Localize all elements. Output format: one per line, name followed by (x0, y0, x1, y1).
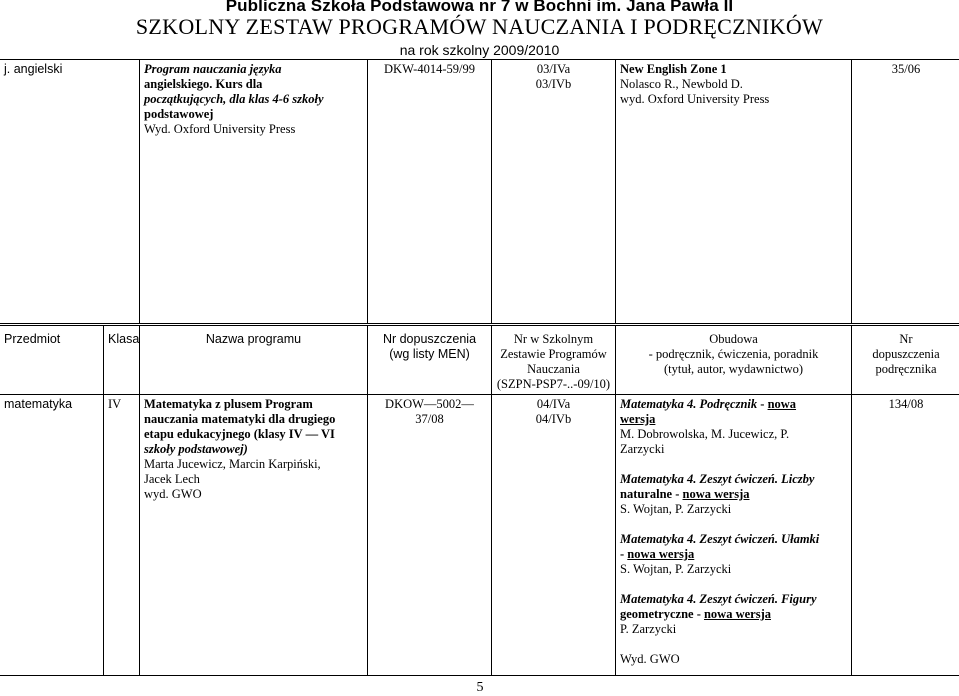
program-authors: Jacek Lech (144, 472, 200, 486)
book-authors: P. Zarzycki (620, 622, 677, 636)
col-school-number (492, 326, 616, 395)
col-book-number-label: dopuszczenia (872, 347, 940, 361)
approval-number: DKOW—5002—37/08 (385, 397, 474, 426)
approval-cell (368, 395, 492, 676)
program-line: nauczania matematyki dla drugiego (144, 412, 336, 426)
book-title: Matematyka 4. Zeszyt ćwiczeń. Liczby (620, 472, 815, 486)
col-cover-label: (tytuł, autor, wydawnictwo) (663, 362, 804, 376)
book-authors: S. Wojtan, P. Zarzycki (620, 562, 732, 576)
book-publisher: wyd. Oxford University Press (620, 92, 770, 106)
program-cell (140, 60, 368, 324)
col-cover-label: Obudowa (709, 332, 758, 346)
col-class-label: Klasa (108, 332, 140, 346)
program-line: angielskiego. Kurs dla (144, 77, 263, 91)
book-authors: S. Wojtan, P. Zarzycki (620, 502, 732, 516)
school-number: 04/IVa (536, 397, 571, 411)
program-authors: Marta Jucewicz, Marcin Karpiński, (144, 457, 321, 471)
school-number: 03/IVb (535, 77, 572, 91)
books-cell (616, 395, 852, 676)
col-program-label: Nazwa programu (205, 332, 302, 346)
new-version-link: nowa wersja (682, 487, 750, 501)
col-school-number-label: Nauczania (527, 362, 580, 376)
book-authors: Nolasco R., Newbold D. (620, 77, 743, 91)
new-version-link: wersja (620, 412, 656, 426)
col-approval (368, 326, 492, 395)
books-publisher: Wyd. GWO (620, 652, 680, 666)
col-school-number-label: (SZPN-PSP7-..-09/10) (496, 377, 611, 391)
program-line: szkoły podstawowej) (144, 442, 248, 456)
col-book-number (852, 326, 959, 395)
program-line: Program nauczania języka (144, 62, 282, 76)
col-book-number-label: podręcznika (875, 362, 937, 376)
book-number-cell (852, 395, 959, 676)
col-program (140, 326, 368, 395)
book-number: 35/06 (891, 62, 921, 76)
table-row (0, 60, 959, 324)
program-line: Wyd. Oxford University Press (144, 122, 296, 136)
program-line: Matematyka z plusem Program (144, 397, 313, 411)
approval-cell (368, 60, 492, 324)
book-title: Matematyka 4. Zeszyt ćwiczeń. Figury (620, 592, 817, 606)
book-cell (616, 60, 852, 324)
school-number: 03/IVa (536, 62, 571, 76)
col-class (104, 326, 140, 395)
col-school-number-label: Nr w Szkolnym (513, 332, 594, 346)
math-table (0, 325, 959, 676)
class: IV (108, 397, 122, 411)
col-cover-label: - podręcznik, ćwiczenia, poradnik (648, 347, 819, 361)
program-cell (140, 395, 368, 676)
col-approval-label: Nr dopuszczenia (382, 332, 477, 346)
subject-cell (0, 395, 104, 676)
book-dash: - (757, 397, 768, 411)
book-authors: M. Dobrowolska, M. Jucewicz, P. (620, 427, 790, 441)
book-title: New English Zone 1 (620, 62, 727, 76)
table-header-row (0, 326, 959, 395)
program-publisher: wyd. GWO (144, 487, 202, 501)
school-number: 04/IVb (535, 412, 572, 426)
col-cover (616, 326, 852, 395)
school-number-cell (492, 60, 616, 324)
book-subtitle: naturalne - (620, 487, 683, 501)
col-book-number-label: Nr (899, 332, 913, 346)
class-cell (104, 395, 140, 676)
program-line: podstawowej (144, 107, 214, 121)
new-version-link: nowa (767, 397, 797, 411)
col-subject-label: Przedmiot (4, 332, 61, 346)
subject: j. angielski (4, 62, 63, 76)
book-title: Matematyka 4. Zeszyt ćwiczeń. Ułamki (620, 532, 820, 546)
program-line: początkujących, dla klas 4-6 szkoły (144, 92, 324, 106)
table-row (0, 395, 959, 676)
english-row-table (0, 59, 959, 324)
col-approval-label: (wg listy MEN) (389, 347, 470, 361)
book-number-cell (852, 60, 959, 324)
school-number-cell (492, 395, 616, 676)
new-version-link: nowa wersja (703, 607, 771, 621)
approval-number: DKW-4014-59/99 (384, 62, 475, 76)
new-version-link: nowa wersja (627, 547, 695, 561)
subject: matematyka (4, 397, 73, 411)
subject-cell (0, 60, 140, 324)
col-school-number-label: Zestawie Programów (500, 347, 607, 361)
school-year: na rok szkolny 2009/2010 (399, 42, 560, 58)
book-authors: Zarzycki (620, 442, 665, 456)
book-title: Matematyka 4. Podręcznik (620, 397, 758, 411)
page-number: 5 (476, 680, 484, 695)
document-title: SZKOLNY ZESTAW PROGRAMÓW NAUCZANIA I PODRĘCZNIKÓW (135, 14, 824, 39)
program-line: etapu edukacyjnego (klasy IV — VI (144, 427, 335, 441)
book-number: 134/08 (888, 397, 924, 411)
book-subtitle: - (620, 547, 628, 561)
school-name: Publiczna Szkoła Podstawowa nr 7 w Bochni im. Jana Pawła II (225, 0, 734, 15)
book-subtitle: geometryczne - (620, 607, 704, 621)
col-subject (0, 326, 104, 395)
